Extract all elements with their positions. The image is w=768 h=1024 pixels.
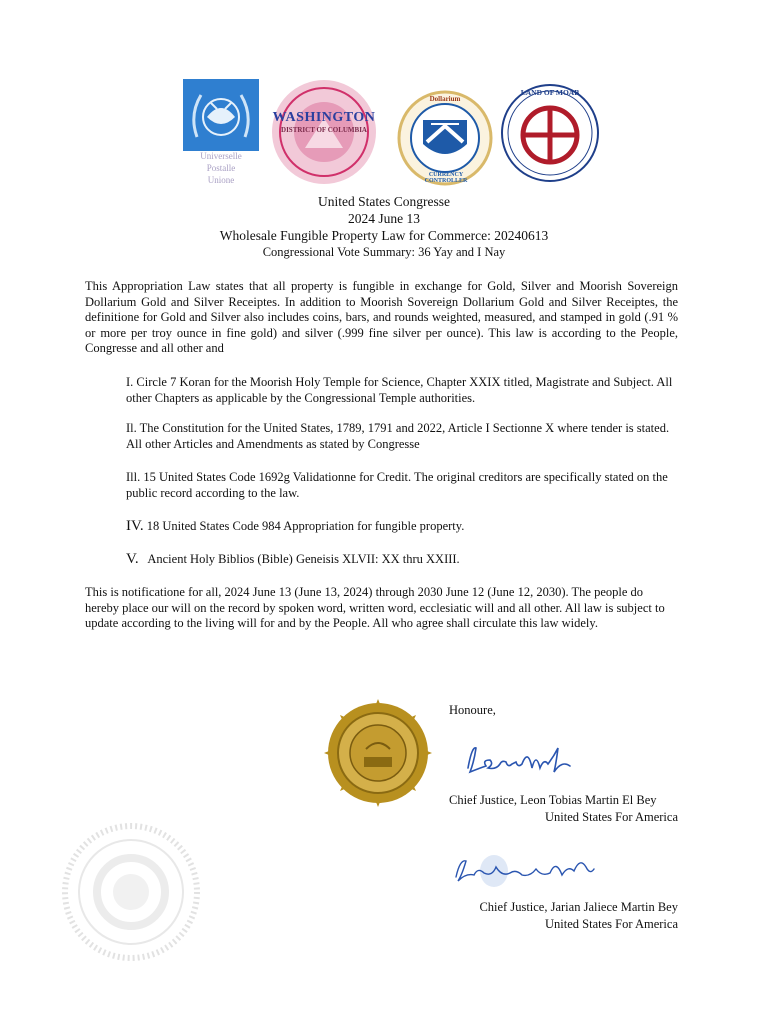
item-text: 15 United States Code 1692g Validationne for Credit. The original creditors are specifically stated on the public record according to the law.: [126, 470, 668, 500]
universal-postal-union-logo: [183, 79, 259, 151]
header-congress: United States Congresse: [318, 194, 450, 209]
gold-seal: [324, 699, 432, 807]
signer2-org: United States For America: [545, 917, 678, 931]
item-numeral: V.: [126, 551, 139, 567]
signer1-org: United States For America: [545, 810, 678, 824]
land-of-moab-seal-logo: [500, 83, 600, 183]
list-item: [126, 421, 684, 452]
header-law-title: Wholesale Fungible Property Law for Commerce: 20240613: [219, 228, 549, 243]
notice-paragraph: This is notificatione for all, 2024 June 13 (June 13, 2024) through 2030 June 12 (June 12, 2030). The people do hereby place our will on the record by spoken word, written word, ecclesiatic will and all other. All law is subject to update according to the living will for and by the People. All who agree shall circulate this law widely.: [85, 585, 665, 630]
item-numeral: Ill.: [126, 470, 141, 484]
signer1-title: Chief Justice, Leon Tobias Martin El Bey: [449, 793, 657, 807]
document-header: [0, 193, 768, 261]
signature-1: [462, 738, 576, 782]
header-date: 2024 June 13: [348, 211, 420, 226]
embossed-seal: [58, 822, 204, 962]
list-item: [126, 470, 684, 501]
item-numeral: IV.: [126, 518, 144, 534]
upu-label: Universelle Postalle Unione: [200, 151, 242, 185]
closing-salutation: Honoure,: [449, 703, 496, 717]
header-vote-summary: Congressional Vote Summary: 36 Yay and I Nay: [262, 245, 506, 259]
item-text: Ancient Holy Biblios (Bible) Geneisis XLVII: XX thru XXIII.: [147, 552, 460, 566]
list-item: [126, 552, 684, 568]
list-item: [126, 375, 684, 406]
item-numeral: Il.: [126, 421, 137, 435]
washington-seal-subtitle: DISTRICT OF COLUMBIA: [281, 126, 367, 134]
intro-paragraph: This Appropriation Law states that all property is fungible in exchange for Gold, Silver and Moorish Sovereign Dollarium Gold and Silver Receiptes. In addition to Moorish Sovereign Dollarium Gold and Silver Receiptes, the definitione for Gold and Silver also includes coins, bars, and rounds weighted, measured, and stamped in gold (.91 % or more per troy ounce in fine gold) and silver (.999 fine silver per ounce). This law is according to the People, Congresse and all other and: [85, 279, 678, 355]
item-text: Circle 7 Koran for the Moorish Holy Temple for Science, Chapter XXIX titled, Magistrate and Subject. All other Chapters as applicable by the Congressional Temple authorities.: [126, 375, 673, 405]
list-item: [126, 519, 684, 535]
land-of-moab-text: LAND OF MOAB: [520, 88, 580, 97]
signer2-title: Chief Justice, Jarian Jaliece Martin Bey: [479, 900, 678, 914]
item-text: The Constitution for the United States, 1789, 1791 and 2022, Article I Sectionne X where tender is stated. All other Articles and Amendments as stated by Congresse: [126, 421, 670, 451]
washington-seal-title: WASHINGTON: [272, 110, 376, 125]
item-text: 18 United States Code 984 Appropriation for fungible property.: [146, 519, 465, 533]
currency-controller-top-text: Dollarium: [429, 95, 461, 103]
signature-2: [452, 847, 598, 891]
currency-controller-bottom-text: CURRENCY CONTROLLER: [424, 172, 468, 184]
item-numeral: I.: [126, 375, 134, 389]
